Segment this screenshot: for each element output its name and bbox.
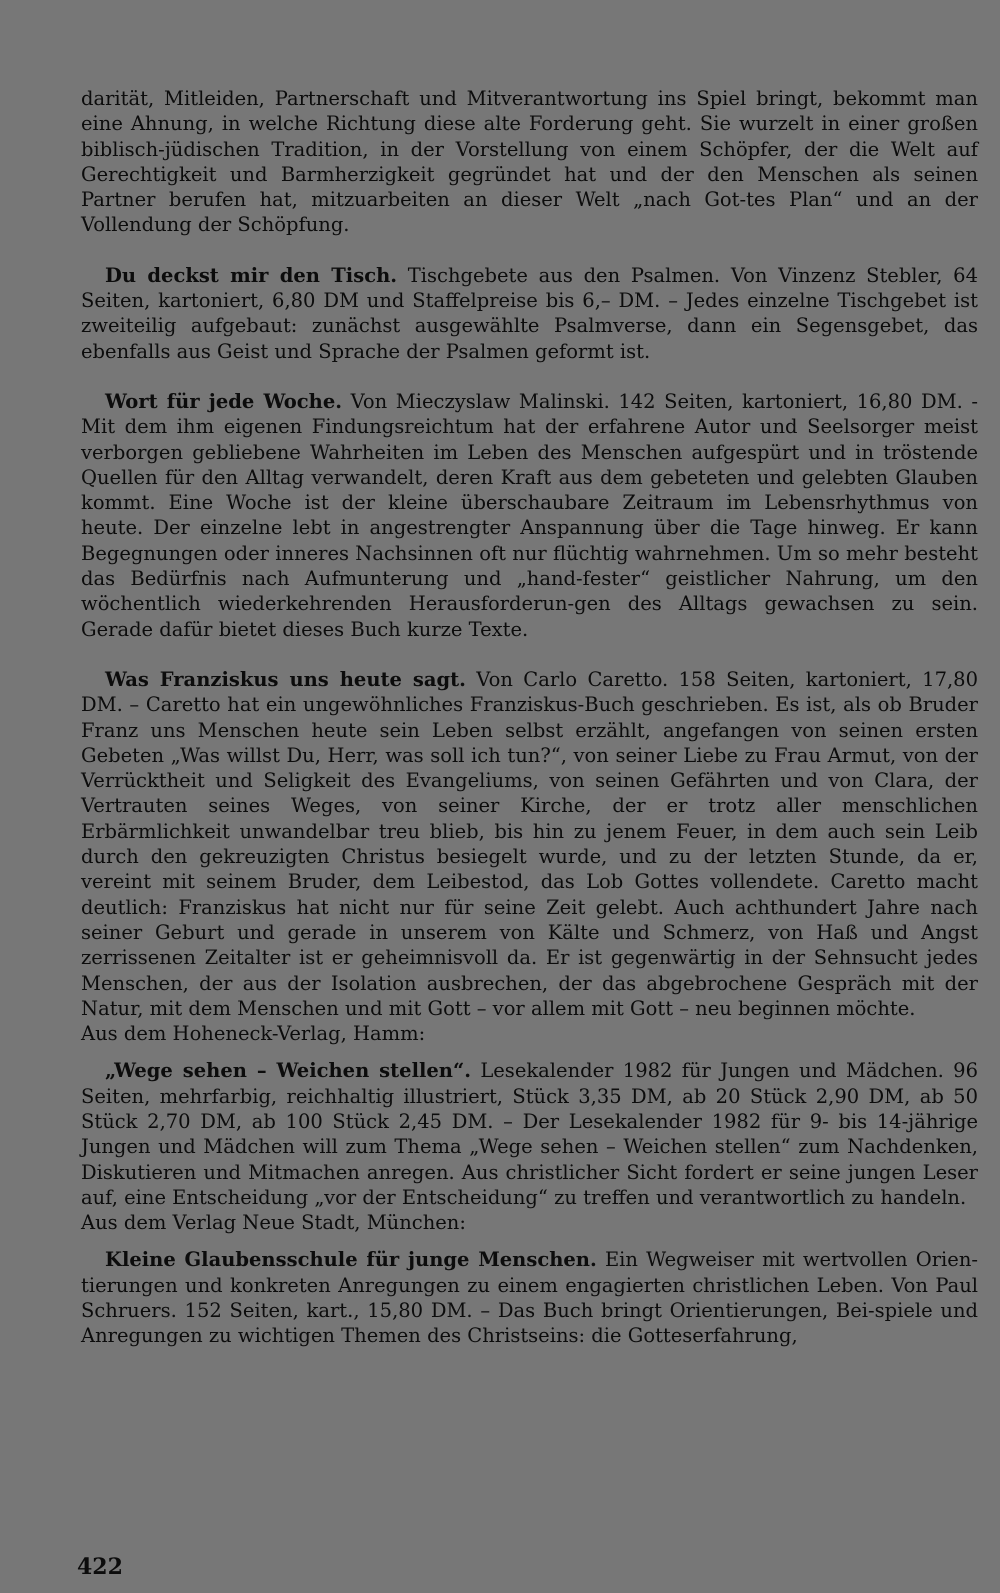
book-title: Wort für jede Woche. xyxy=(105,389,343,413)
book-entry-wort-fuer-jede-woche xyxy=(81,389,978,642)
book-entry-wege-sehen-weichen-stellen xyxy=(81,1058,978,1210)
book-description: Von Carlo Caretto. 158 Seiten, kartoniert, 17,80 DM. – Caretto hat ein ungewöhnliches Franziskus-Buch geschrieben. Es ist, als ob Bruder Franz uns Menschen heute sein Leben selbst erzählt, angefangen von seinen ersten Gebeten „Was willst Du, Herr, was soll ich tun?“, von seiner Liebe zu Frau Armut, von der Verrücktheit und Seligkeit des Evangeliums, von seinen Gefährten und von Clara, der Vertrauten seines Weges, von seiner Kirche, der er trotz aller menschlichen Erbärmlichkeit unwandelbar treu blieb, bis hin zu jenem Feuer, in dem auch sein Leib durch den gekreuzigten Christus besiegelt wurde, und zu der letzten Stunde, da er, vereint mit seinem Bruder, dem Leibestod, das Lob Gottes vollendete. Caretto macht deutlich: Franziskus hat nicht nur für seine Zeit gelebt. Auch achthundert Jahre nach seiner Geburt und gerade in unserem von Kälte und Schmerz, von Haß und Angst zerrissenen Zeitalter ist er geheimnisvoll da. Er ist gegenwärtig in der Sehnsucht jedes Menschen, der aus der Isolation ausbrechen, der das abgebrochene Gespräch mit der Natur, mit dem Menschen und mit Gott – vor allem mit Gott – neu beginnen möchte. xyxy=(81,667,978,1020)
book-description: Ein Wegweiser mit wertvollen Orien-tierungen und konkreten Anregungen zu einem engagierten christlichen Leben. Von Paul Schruers. 152 Seiten, kart., 15,80 DM. – Das Buch bringt Orientierungen, Bei-spiele und Anregungen zu wichtigen Themen des Christseins: die Gotteserfahrung, xyxy=(81,1248,978,1348)
paragraph-continuation xyxy=(81,86,978,238)
book-title: Du deckst mir den Tisch. xyxy=(105,263,398,287)
document-page xyxy=(81,86,978,1349)
publisher-heading-hoheneck: Aus dem Hoheneck-Verlag, Hamm: xyxy=(81,1022,426,1046)
paragraph-text: darität, Mitleiden, Partnerschaft und Mitverantwortung ins Spiel bringt, bekommt man eine Ahnung, in welche Richtung diese alte Forderung geht. Sie wurzelt in einer großen biblisch-jüdischen Tradition, in der Vorstellung von einem Schöpfer, der die Welt auf Gerechtigkeit und Barmherzigkeit gegründet hat und der den Menschen als seinen Partner berufen hat, mitzuarbeiten an dieser Welt „nach Got-tes Plan“ und an der Vollendung der Schöpfung. xyxy=(81,87,978,237)
book-title: Was Franziskus uns heute sagt. xyxy=(105,667,466,691)
book-entry-was-franziskus-uns-heute-sagt xyxy=(81,667,978,1021)
book-entry-du-deckst-mir-den-tisch xyxy=(81,263,978,364)
book-title: Kleine Glaubensschule für junge Menschen. xyxy=(105,1248,597,1272)
book-description: Tischgebete aus den Psalmen. Von Vinzenz Stebler, 64 Seiten, kartoniert, 6,80 DM und Staffelpreise bis 6,– DM. – Jedes einzelne Tischgebet ist zweiteilig aufgebaut: zunächst ausgewählte Psalmverse, dann ein Segensgebet, das ebenfalls aus Geist und Sprache der Psalmen geformt ist. xyxy=(81,263,978,363)
page-number: 422 xyxy=(77,1554,123,1580)
publisher-heading-neue-stadt: Aus dem Verlag Neue Stadt, München: xyxy=(81,1211,466,1235)
book-description: Lesekalender 1982 für Jungen und Mädchen. 96 Seiten, mehrfarbig, reichhaltig illustriert, Stück 3,35 DM, ab 20 Stück 2,90 DM, ab 50 Stück 2,70 DM, ab 100 Stück 2,45 DM. – Der Lesekalender 1982 für 9- bis 14-jährige Jungen und Mädchen will zum Thema „Wege sehen – Weichen stellen“ zum Nachdenken, Diskutieren und Mitmachen anregen. Aus christlicher Sicht fordert er seine jungen Leser auf, eine Entscheidung „vor der Entscheidung“ zu treffen und verantwortlich zu handeln. xyxy=(81,1059,978,1209)
book-entry-kleine-glaubensschule xyxy=(81,1247,978,1348)
book-description: Von Mieczyslaw Malinski. 142 Seiten, kartoniert, 16,80 DM. - Mit dem ihm eigenen Findungsreichtum hat der erfahrene Autor und Seelsorger meist verborgen gebliebene Wahrheiten im Leben des Menschen aufgespürt und in tröstende Quellen für den Alltag verwandelt, deren Kraft aus dem gebeteten und gelebten Glauben kommt. Eine Woche ist der kleine überschaubare Zeitraum im Lebensrhythmus von heute. Der einzelne lebt in angestrengter Anspannung über die Tage hinweg. Er kann Begegnungen oder inneres Nachsinnen oft nur flüchtig wahrnehmen. Um so mehr besteht das Bedürfnis nach Aufmunterung und „hand-fester“ geistlicher Nahrung, um den wöchentlich wiederkehrenden Herausforderun-gen des Alltags gewachsen zu sein. Gerade dafür bietet dieses Buch kurze Texte. xyxy=(81,389,978,641)
book-title: „Wege sehen – Weichen stellen“. xyxy=(105,1059,471,1083)
